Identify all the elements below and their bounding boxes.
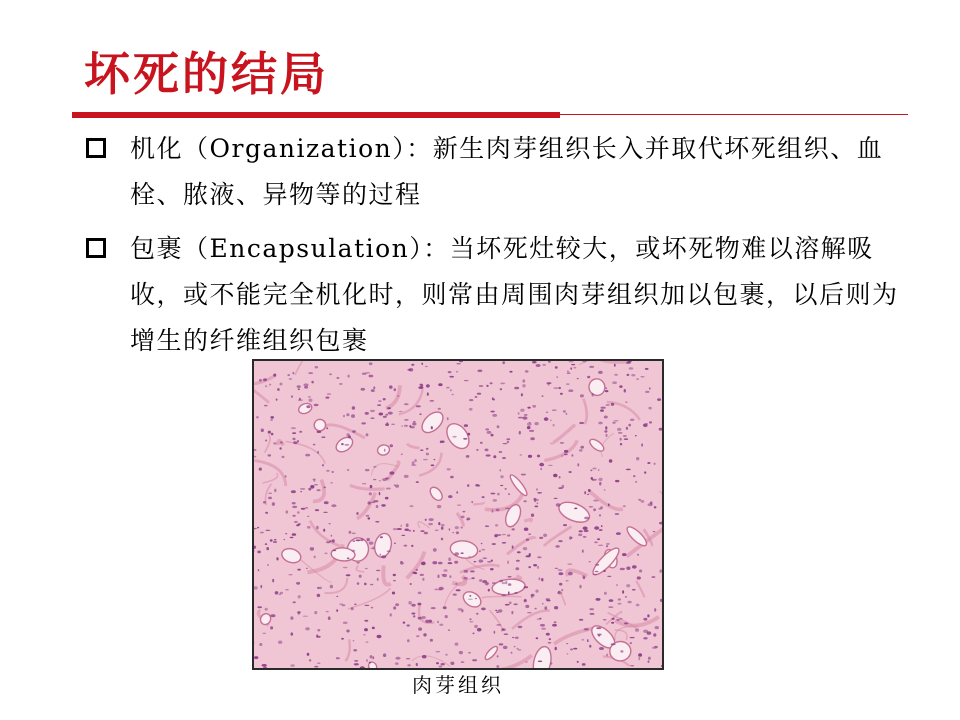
bullet-item-organization xyxy=(84,126,904,218)
bullet-list xyxy=(84,126,904,372)
hollow-square-bullet-icon xyxy=(86,238,106,258)
bullet-item-encapsulation xyxy=(84,226,904,364)
figure-caption: 肉芽组织 xyxy=(412,673,504,697)
title-underline-thin xyxy=(560,114,908,115)
micrograph-image xyxy=(254,361,662,668)
title-underline-thick xyxy=(72,112,560,118)
bullet-text-encapsulation: 包裹（Encapsulation）：当坏死灶较大，或坏死物难以溶解吸收，或不能完全机化时，则常由周围肉芽组织加以包裹，以后则为增生的纤维组织包裹 xyxy=(130,234,899,355)
slide-title: 坏死的结局 xyxy=(84,47,329,101)
granulation-tissue-micrograph xyxy=(252,359,664,670)
bullet-text-organization: 机化（Organization）：新生肉芽组织长入并取代坏死组织、血栓、脓液、异物等的过程 xyxy=(130,134,884,209)
hollow-square-bullet-icon xyxy=(86,138,106,158)
